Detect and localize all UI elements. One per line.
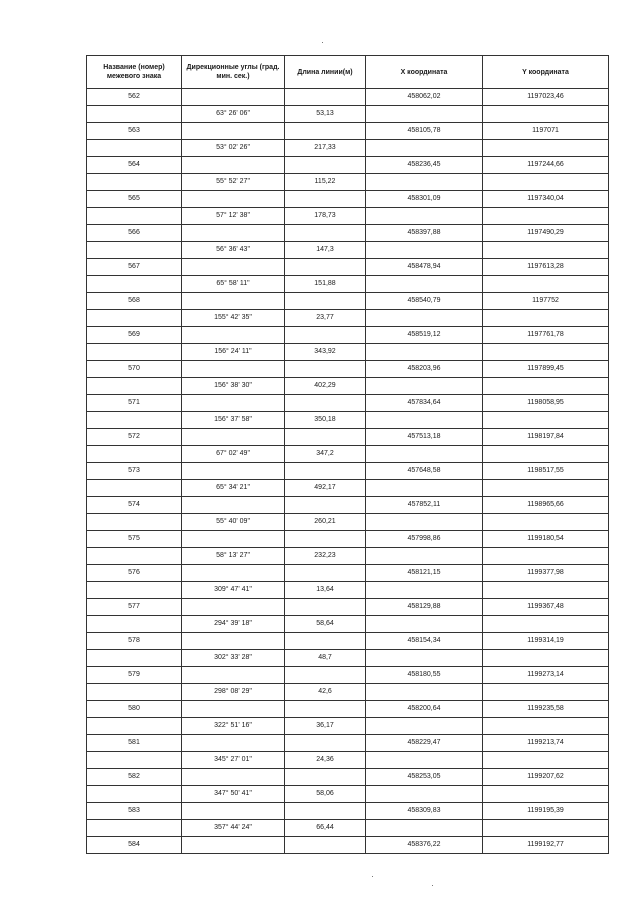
point-name: 566 [87,225,182,242]
point-name: 568 [87,293,182,310]
y-coordinate: 1199235,58 [483,701,609,718]
y-coordinate: 1199273,14 [483,667,609,684]
empty-cell [483,514,609,531]
y-coordinate: 1199314,19 [483,633,609,650]
empty-cell [285,769,366,786]
empty-cell [366,174,483,191]
line-length: 66,44 [285,820,366,837]
empty-cell [87,174,182,191]
table-row-segment [87,480,609,497]
table-body [87,89,609,854]
empty-cell [366,344,483,361]
empty-cell [87,582,182,599]
empty-cell [87,412,182,429]
point-name: 569 [87,327,182,344]
direction-angle: 298° 08' 29" [182,684,285,701]
empty-cell [366,582,483,599]
line-length: 350,18 [285,412,366,429]
empty-cell [483,140,609,157]
table-row-segment [87,140,609,157]
point-name: 582 [87,769,182,786]
table-row-point [87,395,609,412]
line-length: 115,22 [285,174,366,191]
table-row-segment [87,106,609,123]
direction-angle: 56° 36' 43" [182,242,285,259]
x-coordinate: 458236,45 [366,157,483,174]
direction-angle: 347° 50' 41" [182,786,285,803]
empty-cell [366,242,483,259]
y-coordinate: 1197899,45 [483,361,609,378]
y-coordinate: 1198197,84 [483,429,609,446]
point-name: 563 [87,123,182,140]
y-coordinate: 1197490,29 [483,225,609,242]
coordinates-table [86,55,609,854]
empty-cell [182,599,285,616]
line-length: 217,33 [285,140,366,157]
table-row-segment [87,616,609,633]
line-length: 151,88 [285,276,366,293]
empty-cell [285,429,366,446]
empty-cell [182,633,285,650]
empty-cell [87,752,182,769]
x-coordinate: 458478,94 [366,259,483,276]
point-name: 565 [87,191,182,208]
table-row-point [87,701,609,718]
empty-cell [285,531,366,548]
empty-cell [483,582,609,599]
empty-cell [87,684,182,701]
table-header-row [87,56,609,89]
table-row-point [87,735,609,752]
direction-angle: 156° 38' 30" [182,378,285,395]
y-coordinate: 1197340,04 [483,191,609,208]
line-length: 53,13 [285,106,366,123]
y-coordinate: 1199213,74 [483,735,609,752]
empty-cell [182,89,285,106]
y-coordinate: 1199367,48 [483,599,609,616]
point-name: 573 [87,463,182,480]
point-name: 574 [87,497,182,514]
empty-cell [366,276,483,293]
empty-cell [87,548,182,565]
y-coordinate: 1197071 [483,123,609,140]
empty-cell [182,157,285,174]
header-y-coordinate: Y координата [483,56,609,89]
x-coordinate: 458301,09 [366,191,483,208]
header-line-length: Длина линии(м) [285,56,366,89]
empty-cell [182,531,285,548]
empty-cell [483,752,609,769]
empty-cell [483,310,609,327]
empty-cell [366,752,483,769]
empty-cell [366,480,483,497]
x-coordinate: 458519,12 [366,327,483,344]
empty-cell [285,667,366,684]
empty-cell [366,208,483,225]
point-name: 579 [87,667,182,684]
table-row-segment [87,242,609,259]
empty-cell [366,310,483,327]
table-row-point [87,565,609,582]
y-coordinate: 1197244,66 [483,157,609,174]
direction-angle: 58° 13' 27" [182,548,285,565]
empty-cell [87,480,182,497]
x-coordinate: 458180,55 [366,667,483,684]
empty-cell [366,548,483,565]
empty-cell [285,395,366,412]
point-name: 562 [87,89,182,106]
point-name: 572 [87,429,182,446]
table-row-segment [87,650,609,667]
y-coordinate: 1199207,62 [483,769,609,786]
table-row-segment [87,174,609,191]
table-row-point [87,327,609,344]
x-coordinate: 458229,47 [366,735,483,752]
table-row-segment [87,752,609,769]
table-row-point [87,531,609,548]
table-row-segment [87,548,609,565]
direction-angle: 156° 37' 58" [182,412,285,429]
empty-cell [483,548,609,565]
empty-cell [182,837,285,854]
direction-angle: 309° 47' 41" [182,582,285,599]
x-coordinate: 457998,86 [366,531,483,548]
table-row-point [87,259,609,276]
empty-cell [182,463,285,480]
empty-cell [483,276,609,293]
empty-cell [285,361,366,378]
y-coordinate: 1199377,98 [483,565,609,582]
x-coordinate: 457852,11 [366,497,483,514]
empty-cell [285,259,366,276]
y-coordinate: 1197613,28 [483,259,609,276]
empty-cell [182,735,285,752]
empty-cell [285,803,366,820]
empty-cell [87,276,182,293]
empty-cell [366,684,483,701]
x-coordinate: 458121,15 [366,565,483,582]
line-length: 58,06 [285,786,366,803]
table-row-point [87,497,609,514]
empty-cell [87,786,182,803]
empty-cell [87,208,182,225]
y-coordinate: 1199192,77 [483,837,609,854]
empty-cell [483,786,609,803]
line-length: 492,17 [285,480,366,497]
table-row-segment [87,310,609,327]
empty-cell [87,106,182,123]
direction-angle: 65° 34' 21" [182,480,285,497]
empty-cell [87,446,182,463]
empty-cell [182,191,285,208]
point-name: 577 [87,599,182,616]
scan-speck [372,876,373,877]
empty-cell [483,820,609,837]
empty-cell [87,820,182,837]
direction-angle: 57° 12' 38" [182,208,285,225]
empty-cell [182,769,285,786]
empty-cell [483,106,609,123]
empty-cell [87,140,182,157]
empty-cell [366,786,483,803]
empty-cell [483,208,609,225]
empty-cell [366,140,483,157]
point-name: 567 [87,259,182,276]
table-row-point [87,225,609,242]
scan-speck [432,885,433,886]
point-name: 576 [87,565,182,582]
scan-speck [322,42,323,43]
empty-cell [182,361,285,378]
direction-angle: 302° 33' 28" [182,650,285,667]
line-length: 24,36 [285,752,366,769]
line-length: 232,23 [285,548,366,565]
y-coordinate: 1197761,78 [483,327,609,344]
point-name: 571 [87,395,182,412]
y-coordinate: 1198517,55 [483,463,609,480]
empty-cell [285,89,366,106]
empty-cell [182,667,285,684]
line-length: 42,6 [285,684,366,701]
empty-cell [285,123,366,140]
table-row-segment [87,208,609,225]
header-point-name: Название (номер) межевого знака [87,56,182,89]
empty-cell [285,327,366,344]
empty-cell [483,616,609,633]
empty-cell [182,225,285,242]
empty-cell [366,446,483,463]
empty-cell [366,820,483,837]
empty-cell [87,378,182,395]
x-coordinate: 458129,88 [366,599,483,616]
empty-cell [285,497,366,514]
empty-cell [483,344,609,361]
direction-angle: 345° 27' 01" [182,752,285,769]
table-row-point [87,667,609,684]
empty-cell [366,616,483,633]
table-row-point [87,191,609,208]
direction-angle: 155° 42' 35" [182,310,285,327]
line-length: 402,29 [285,378,366,395]
table-row-point [87,429,609,446]
direction-angle: 53° 02' 26" [182,140,285,157]
x-coordinate: 458200,64 [366,701,483,718]
table-row-point [87,361,609,378]
empty-cell [483,446,609,463]
line-length: 48,7 [285,650,366,667]
x-coordinate: 458376,22 [366,837,483,854]
direction-angle: 294° 39' 18" [182,616,285,633]
empty-cell [182,803,285,820]
header-x-coordinate: X координата [366,56,483,89]
table-row-segment [87,446,609,463]
empty-cell [285,735,366,752]
table-row-segment [87,582,609,599]
y-coordinate: 1198965,66 [483,497,609,514]
table-row-segment [87,276,609,293]
line-length: 13,64 [285,582,366,599]
line-length: 147,3 [285,242,366,259]
point-name: 584 [87,837,182,854]
empty-cell [285,633,366,650]
empty-cell [285,463,366,480]
empty-cell [483,684,609,701]
y-coordinate: 1199180,54 [483,531,609,548]
table-row-point [87,599,609,616]
x-coordinate: 458203,96 [366,361,483,378]
line-length: 260,21 [285,514,366,531]
empty-cell [483,412,609,429]
table-row-point [87,633,609,650]
table-row-segment [87,820,609,837]
empty-cell [285,293,366,310]
empty-cell [366,106,483,123]
point-name: 583 [87,803,182,820]
empty-cell [182,395,285,412]
point-name: 578 [87,633,182,650]
empty-cell [87,718,182,735]
y-coordinate: 1197752 [483,293,609,310]
x-coordinate: 457834,64 [366,395,483,412]
direction-angle: 65° 58' 11" [182,276,285,293]
table-row-segment [87,412,609,429]
direction-angle: 67° 02' 49" [182,446,285,463]
line-length: 343,92 [285,344,366,361]
x-coordinate: 458062,02 [366,89,483,106]
table-row-point [87,157,609,174]
table-row-segment [87,786,609,803]
empty-cell [483,718,609,735]
table-row-segment [87,344,609,361]
empty-cell [182,327,285,344]
table-row-segment [87,684,609,701]
line-length: 23,77 [285,310,366,327]
empty-cell [285,599,366,616]
x-coordinate: 457648,58 [366,463,483,480]
empty-cell [366,514,483,531]
line-length: 178,73 [285,208,366,225]
table-row-point [87,837,609,854]
x-coordinate: 458309,83 [366,803,483,820]
empty-cell [87,310,182,327]
empty-cell [483,242,609,259]
point-name: 564 [87,157,182,174]
empty-cell [483,650,609,667]
empty-cell [285,157,366,174]
empty-cell [285,565,366,582]
empty-cell [182,259,285,276]
x-coordinate: 458540,79 [366,293,483,310]
direction-angle: 357° 44' 24" [182,820,285,837]
table-row-point [87,123,609,140]
empty-cell [87,344,182,361]
direction-angle: 156° 24' 11" [182,344,285,361]
header-direction-angle: Дирекционные углы (град. мин. сек.) [182,56,285,89]
table-row-point [87,293,609,310]
x-coordinate: 458397,88 [366,225,483,242]
line-length: 347,2 [285,446,366,463]
empty-cell [87,514,182,531]
y-coordinate: 1197023,46 [483,89,609,106]
y-coordinate: 1199195,39 [483,803,609,820]
point-name: 575 [87,531,182,548]
direction-angle: 63° 26' 06" [182,106,285,123]
line-length: 58,64 [285,616,366,633]
table-row-segment [87,514,609,531]
empty-cell [182,701,285,718]
point-name: 581 [87,735,182,752]
empty-cell [87,650,182,667]
empty-cell [366,412,483,429]
table-row-segment [87,378,609,395]
x-coordinate: 457513,18 [366,429,483,446]
direction-angle: 55° 40' 09" [182,514,285,531]
table-row-point [87,89,609,106]
point-name: 570 [87,361,182,378]
y-coordinate: 1198058,95 [483,395,609,412]
empty-cell [366,378,483,395]
direction-angle: 322° 51' 16" [182,718,285,735]
empty-cell [366,650,483,667]
x-coordinate: 458105,78 [366,123,483,140]
empty-cell [285,225,366,242]
empty-cell [285,837,366,854]
empty-cell [182,429,285,446]
empty-cell [483,378,609,395]
table-row-point [87,769,609,786]
empty-cell [483,480,609,497]
point-name: 580 [87,701,182,718]
line-length: 36,17 [285,718,366,735]
empty-cell [87,242,182,259]
empty-cell [483,174,609,191]
direction-angle: 55° 52' 27" [182,174,285,191]
x-coordinate: 458154,34 [366,633,483,650]
x-coordinate: 458253,05 [366,769,483,786]
empty-cell [182,293,285,310]
table-row-point [87,803,609,820]
table-row-segment [87,718,609,735]
empty-cell [87,616,182,633]
empty-cell [285,701,366,718]
empty-cell [182,565,285,582]
empty-cell [182,123,285,140]
table-row-point [87,463,609,480]
empty-cell [366,718,483,735]
empty-cell [182,497,285,514]
empty-cell [285,191,366,208]
